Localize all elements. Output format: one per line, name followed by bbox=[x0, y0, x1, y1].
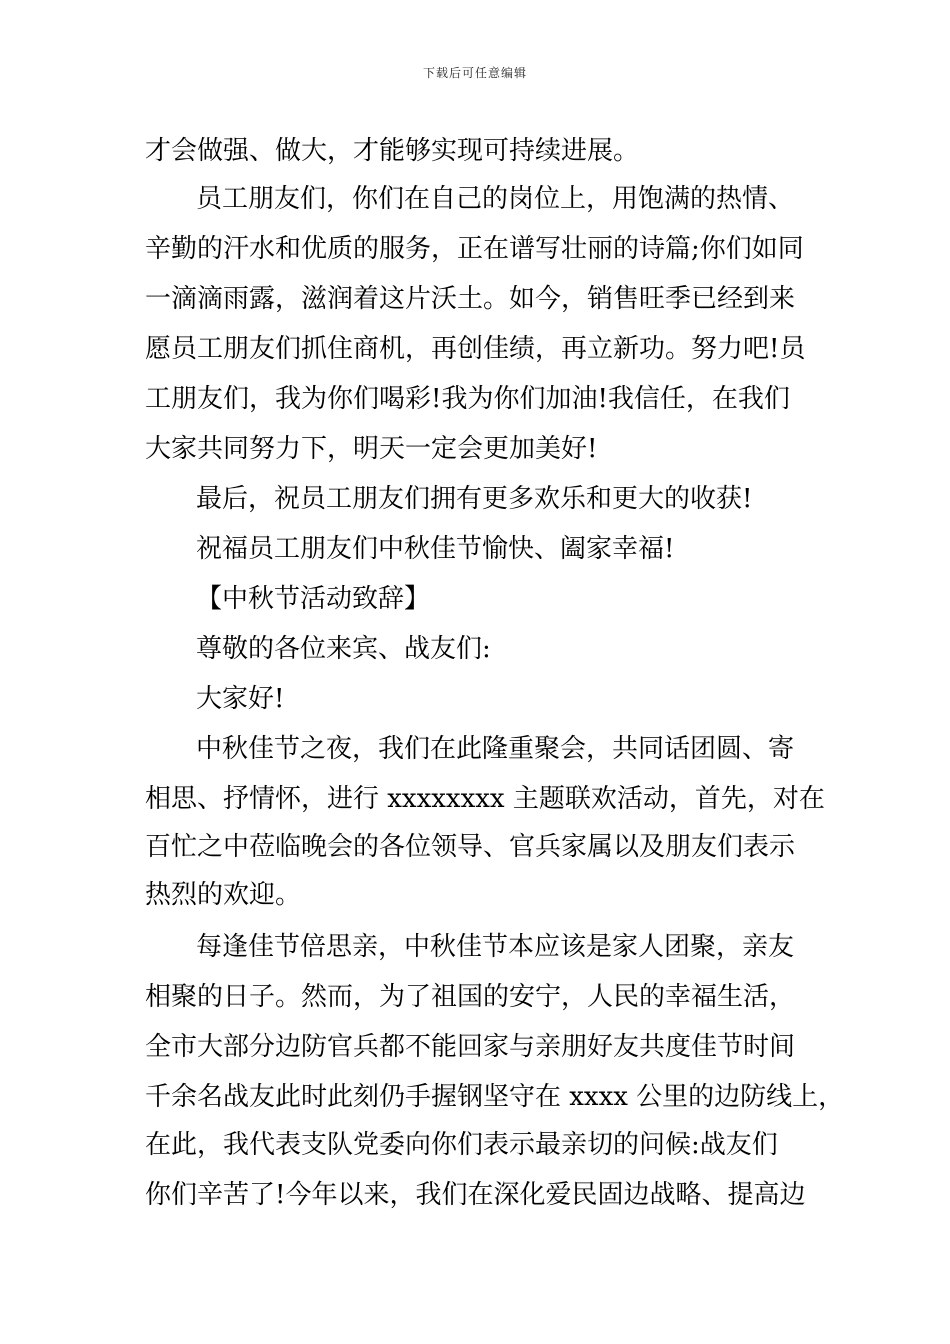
text-line: 员工朋友们，你们在自己的岗位上，用饱满的热情、 bbox=[196, 184, 795, 214]
text-line: 辛勤的汗水和优质的服务，正在谱写壮丽的诗篇;你们如同 bbox=[145, 234, 804, 264]
text-line: 一滴滴雨露，滋润着这片沃土。如今，销售旺季已经到来 bbox=[145, 284, 796, 314]
text-line: 才会做强、做大，才能够实现可持续进展。 bbox=[145, 136, 640, 166]
text-line: 每逢佳节倍思亲，中秋佳节本应该是家人团聚，亲友 bbox=[196, 932, 795, 962]
text-line: 相聚的日子。然而，为了祖国的安宁，人民的幸福生活， bbox=[145, 982, 796, 1012]
greeting: 大家好! bbox=[196, 684, 285, 714]
text-line: 祝福员工朋友们中秋佳节愉快、阖家幸福! bbox=[196, 534, 675, 564]
text-line: 愿员工朋友们抓住商机，再创佳绩，再立新功。努力吧!员 bbox=[145, 334, 806, 364]
text-line: 中秋佳节之夜，我们在此隆重聚会，共同话团圆、寄 bbox=[196, 734, 795, 764]
text-line: 千余名战友此时此刻仍手握钢坚守在 xxxx 公里的边防线上， bbox=[145, 1082, 845, 1112]
text-line: 你们辛苦了!今年以来，我们在深化爱民固边战略、提高边 bbox=[145, 1180, 806, 1210]
section-heading: 【中秋节活动致辞】 bbox=[196, 584, 431, 614]
page-header: 下载后可任意编辑 bbox=[422, 66, 527, 80]
text-line: 相思、抒情怀，进行 xxxxxxxx 主题联欢活动，首先，对在 bbox=[145, 784, 825, 814]
text-line: 热烈的欢迎。 bbox=[145, 880, 302, 910]
text-line: 在此，我代表支队党委向你们表示最亲切的问候:战友们 bbox=[145, 1130, 778, 1160]
salutation: 尊敬的各位来宾、战友们: bbox=[196, 634, 491, 664]
text-line: 全市大部分边防官兵都不能回家与亲朋好友共度佳节时间 bbox=[145, 1032, 796, 1062]
text-line: 工朋友们，我为你们喝彩!我为你们加油!我信任，在我们 bbox=[145, 384, 790, 414]
text-line: 大家共同努力下，明天一定会更加美好! bbox=[145, 434, 598, 464]
text-line: 百忙之中莅临晚会的各位领导、官兵家属以及朋友们表示 bbox=[145, 832, 796, 862]
text-line: 最后，祝员工朋友们拥有更多欢乐和更大的收获! bbox=[196, 484, 753, 514]
